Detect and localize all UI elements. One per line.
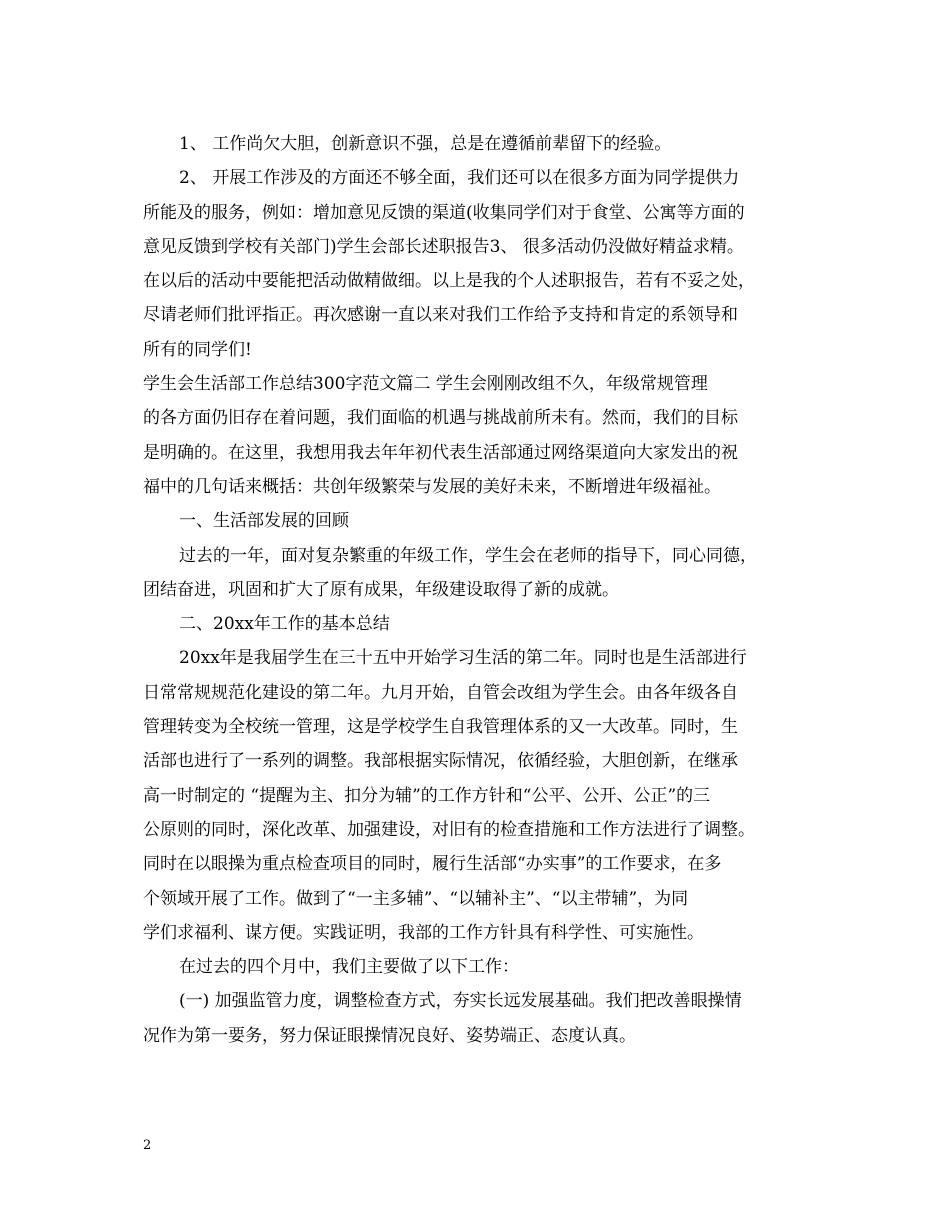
text-line: 过去的一年，面对复杂繁重的年级工作，学生会在老师的指导下，同心同德，	[179, 545, 757, 566]
text-line: 20xx年是我届学生在三十五中开始学习生活的第二年。同时也是生活部进行	[179, 648, 747, 669]
text-line: 在以后的活动中要能把活动做精做细。以上是我的个人述职报告，若有不妥之处，	[143, 271, 755, 292]
text-line: 高一时制定的 “提醒为主、扣分为辅”的工作方针和“公平、公开、公正”的三	[143, 785, 711, 806]
text-line: 是明确的。在这里，我想用我去年年初代表生活部通过网络渠道向大家发出的祝	[143, 442, 738, 463]
page-number: 2	[143, 1138, 152, 1153]
text-line: 福中的几句话来概括：共创年级繁荣与发展的美好未来，不断增进年级福祉。	[143, 476, 721, 497]
text-line: 同时在以眼操为重点检查项目的同时，履行生活部“办实事”的工作要求，在多	[143, 854, 722, 875]
text-line: 的各方面仍旧存在着问题，我们面临的机遇与挑战前所未有。然而，我们的目标	[143, 408, 738, 429]
text-line: 活部也进行了一系列的调整。我部根据实际情况，依循经验，大胆创新，在继承	[143, 751, 738, 772]
text-line: 日常常规规范化建设的第二年。九月开始，自管会改组为学生会。由各年级各自	[143, 682, 738, 703]
text-line: 公原则的同时，深化改革、加强建设，对旧有的检查措施和工作方法进行了调整。	[143, 819, 755, 840]
text-line: 2、 开展工作涉及的方面还不够全面，我们还可以在很多方面为同学提供力	[179, 168, 740, 189]
text-line: 学生会生活部工作总结300字范文篇二 学生会刚刚改组不久，年级常规管理	[143, 374, 708, 395]
section-heading: 一、生活部发展的回顾	[179, 511, 349, 532]
text-line: 在过去的四个月中，我们主要做了以下工作：	[179, 957, 519, 978]
text-line: (一) 加强监管力度，调整检查方式，夯实长远发展基础。我们把改善眼操情	[179, 991, 742, 1012]
text-line: 所有的同学们!	[143, 339, 252, 360]
text-line: 尽请老师们批评指正。再次感谢一直以来对我们工作给予支持和肯定的系领导和	[143, 305, 738, 326]
text-line: 况作为第一要务，努力保证眼操情况良好、姿势端正、态度认真。	[143, 1025, 636, 1046]
text-line: 团结奋进，巩固和扩大了原有成果，年级建设取得了新的成就。	[143, 579, 619, 600]
document-body	[143, 127, 813, 1053]
section-heading: 二、20xx年工作的基本总结	[179, 614, 390, 635]
text-line: 个领域开展了工作。做到了“一主多辅”、“以辅补主”、“以主带辅”，为同	[143, 888, 689, 909]
text-line: 管理转变为全校统一管理，这是学校学生自我管理体系的又一大改革。同时，生	[143, 717, 738, 738]
text-line: 所能及的服务，例如：增加意见反馈的渠道(收集同学们对于食堂、公寓等方面的	[143, 202, 745, 223]
text-line: 意见反馈到学校有关部门)学生会部长述职报告3、 很多活动仍没做好精益求精。	[143, 236, 744, 257]
text-line: 1、 工作尚欠大胆，创新意识不强，总是在遵循前辈留下的经验。	[179, 134, 672, 154]
text-line: 学们求福利、谋方便。实践证明，我部的工作方针具有科学性、可实施性。	[143, 922, 704, 943]
